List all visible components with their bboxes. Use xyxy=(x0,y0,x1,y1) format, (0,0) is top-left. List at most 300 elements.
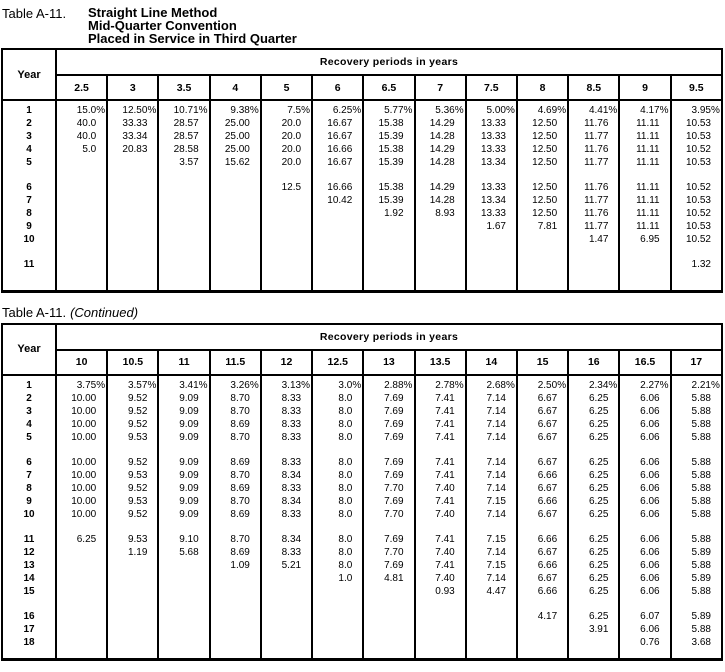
value-cell xyxy=(56,482,107,495)
value-number: 6.25 xyxy=(588,533,609,545)
value-cell xyxy=(415,117,466,130)
value-cell xyxy=(517,405,568,418)
value-number: 0.76 xyxy=(640,636,660,648)
year-cell: 5 xyxy=(2,156,56,169)
table-row xyxy=(2,375,722,392)
period-column-header: 13.5 xyxy=(415,350,466,375)
value-number: 20.0 xyxy=(281,131,302,142)
value-number: 7.14 xyxy=(486,469,506,481)
value-cell xyxy=(466,375,517,392)
value-number: 6.06 xyxy=(640,533,660,545)
value-number: 5.77 xyxy=(384,105,404,116)
year-cell: 15 xyxy=(2,585,56,598)
value-cell xyxy=(363,585,414,598)
value-cell xyxy=(363,220,414,233)
value-number: 6.06 xyxy=(640,559,660,571)
value-number: 11.77 xyxy=(584,221,609,232)
value-cell xyxy=(107,623,158,636)
value-number: 12.50 xyxy=(532,195,558,206)
percent-suffix: % xyxy=(608,105,618,116)
value-number: 4.17 xyxy=(537,610,558,622)
value-number: 7.14 xyxy=(486,572,506,584)
value-cell xyxy=(568,431,619,444)
value-cell xyxy=(415,533,466,546)
pad-row xyxy=(2,649,722,660)
value-cell xyxy=(568,610,619,623)
table-row xyxy=(2,533,722,546)
year-cell: 6 xyxy=(2,456,56,469)
spacer-row xyxy=(2,521,722,533)
value-number: 10.00 xyxy=(71,482,97,494)
value-cell xyxy=(671,623,722,636)
value-cell xyxy=(261,585,312,598)
empty-cell xyxy=(312,246,363,258)
value-number: 8.70 xyxy=(230,431,250,443)
value-cell xyxy=(158,623,209,636)
value-cell xyxy=(210,181,261,194)
value-cell xyxy=(107,194,158,207)
value-number: 14.29 xyxy=(429,144,455,155)
value-number: 9.09 xyxy=(179,405,199,417)
value-cell xyxy=(619,100,670,117)
value-cell xyxy=(363,559,414,572)
value-cell xyxy=(261,233,312,246)
percent-suffix: % xyxy=(557,379,567,391)
value-cell xyxy=(210,585,261,598)
table-label: Table A-11. xyxy=(2,304,67,320)
value-cell xyxy=(312,495,363,508)
empty-cell xyxy=(107,649,158,660)
value-number: 8.33 xyxy=(281,546,302,558)
empty-cell xyxy=(619,444,670,456)
value-cell xyxy=(210,495,261,508)
value-number: 8.33 xyxy=(281,431,302,443)
value-cell xyxy=(466,533,517,546)
value-number: 9.09 xyxy=(179,418,199,430)
value-cell xyxy=(210,258,261,271)
value-number: 11.11 xyxy=(636,118,660,129)
value-number: 6.06 xyxy=(640,546,660,558)
empty-cell xyxy=(312,649,363,660)
table-row xyxy=(2,469,722,482)
period-column-header: 14 xyxy=(466,350,517,375)
table-row xyxy=(2,258,722,271)
empty-cell xyxy=(517,444,568,456)
value-cell xyxy=(312,469,363,482)
value-cell xyxy=(619,572,670,585)
value-cell xyxy=(261,100,312,117)
value-cell xyxy=(619,508,670,521)
empty-cell xyxy=(517,271,568,291)
value-cell xyxy=(158,100,209,117)
value-cell xyxy=(363,156,414,169)
year-cell: 11 xyxy=(2,258,56,271)
value-number: 10.71 xyxy=(173,105,199,116)
value-number: 7.41 xyxy=(435,431,455,443)
spacer-row xyxy=(2,598,722,610)
value-cell xyxy=(158,233,209,246)
value-cell xyxy=(56,220,107,233)
empty-cell xyxy=(261,649,312,660)
value-number: 7.41 xyxy=(435,495,455,507)
value-number: 11.11 xyxy=(636,131,660,142)
year-cell: 3 xyxy=(2,405,56,418)
year-cell: 17 xyxy=(2,623,56,636)
value-number: 4.47 xyxy=(486,585,506,597)
year-cell: 6 xyxy=(2,181,56,194)
value-number: 8.33 xyxy=(281,456,302,468)
value-number: 6.67 xyxy=(537,508,558,520)
value-cell xyxy=(415,495,466,508)
year-cell: 3 xyxy=(2,130,56,143)
value-number: 28.57 xyxy=(173,131,199,142)
value-cell xyxy=(363,636,414,649)
value-cell xyxy=(107,572,158,585)
year-cell: 10 xyxy=(2,508,56,521)
value-number: 15.38 xyxy=(378,182,404,193)
value-cell xyxy=(56,431,107,444)
empty-cell xyxy=(671,521,722,533)
year-cell: 2 xyxy=(2,117,56,130)
value-cell xyxy=(671,546,722,559)
empty-cell xyxy=(158,649,209,660)
percent-suffix: % xyxy=(147,105,157,116)
value-cell xyxy=(671,456,722,469)
value-cell xyxy=(107,117,158,130)
value-cell xyxy=(619,495,670,508)
value-cell xyxy=(568,143,619,156)
period-column-header: 9.5 xyxy=(671,75,722,100)
value-number: 12.50 xyxy=(532,182,558,193)
value-cell xyxy=(56,117,107,130)
value-cell xyxy=(568,469,619,482)
recovery-periods-header: Recovery periods in years xyxy=(56,49,722,75)
empty-cell xyxy=(415,521,466,533)
table-row xyxy=(2,482,722,495)
value-number: 16.66 xyxy=(327,144,353,155)
value-number: 15.39 xyxy=(378,195,404,206)
value-cell xyxy=(312,392,363,405)
value-number: 8.70 xyxy=(230,495,250,507)
empty-cell xyxy=(107,246,158,258)
value-number: 6.66 xyxy=(537,495,558,507)
table-row xyxy=(2,508,722,521)
empty-cell xyxy=(466,598,517,610)
value-cell xyxy=(210,546,261,559)
value-cell xyxy=(466,100,517,117)
period-column-header: 17 xyxy=(671,350,722,375)
value-number: 8.69 xyxy=(230,546,250,558)
year-cell: 4 xyxy=(2,418,56,431)
empty-cell xyxy=(363,521,414,533)
value-cell xyxy=(363,572,414,585)
value-number: 7.69 xyxy=(384,495,404,507)
value-cell xyxy=(517,559,568,572)
value-cell xyxy=(415,392,466,405)
value-cell xyxy=(466,456,517,469)
percent-suffix: % xyxy=(454,105,464,116)
value-number: 7.14 xyxy=(486,546,506,558)
value-number: 7.69 xyxy=(384,533,404,545)
value-cell xyxy=(158,572,209,585)
value-cell xyxy=(568,405,619,418)
value-cell xyxy=(415,623,466,636)
value-cell xyxy=(261,220,312,233)
value-cell xyxy=(158,456,209,469)
value-cell xyxy=(363,375,414,392)
value-cell xyxy=(210,610,261,623)
value-number: 6.95 xyxy=(640,234,660,245)
empty-cell xyxy=(107,271,158,291)
value-number: 11.11 xyxy=(636,144,660,155)
value-number: 3.41 xyxy=(179,379,199,391)
value-number: 40.0 xyxy=(76,118,97,129)
value-cell xyxy=(466,194,517,207)
value-cell xyxy=(56,559,107,572)
value-cell xyxy=(312,572,363,585)
value-number: 10.52 xyxy=(685,208,711,219)
value-cell xyxy=(568,559,619,572)
value-cell xyxy=(619,533,670,546)
value-cell xyxy=(619,143,670,156)
period-column-header: 4 xyxy=(210,75,261,100)
empty-cell xyxy=(568,649,619,660)
value-number: 7.14 xyxy=(486,392,506,404)
value-number: 6.06 xyxy=(640,572,660,584)
value-cell xyxy=(210,392,261,405)
value-cell xyxy=(56,585,107,598)
value-number: 3.91 xyxy=(588,623,609,635)
value-number: 8.69 xyxy=(230,456,250,468)
value-number: 6.66 xyxy=(537,559,558,571)
value-cell xyxy=(517,546,568,559)
value-cell xyxy=(158,469,209,482)
value-number: 6.25 xyxy=(588,508,609,520)
value-number: 11.77 xyxy=(584,157,609,168)
value-cell xyxy=(158,181,209,194)
value-cell xyxy=(619,233,670,246)
period-column-header: 12.5 xyxy=(312,350,363,375)
value-cell xyxy=(363,392,414,405)
empty-cell xyxy=(568,271,619,291)
value-number: 7.14 xyxy=(486,508,506,520)
title-line-convention: Mid-Quarter Convention xyxy=(88,18,237,33)
value-cell xyxy=(210,418,261,431)
value-cell xyxy=(619,456,670,469)
value-cell xyxy=(107,418,158,431)
value-number: 8.0 xyxy=(338,508,353,520)
percent-suffix: % xyxy=(557,105,567,116)
value-cell xyxy=(56,130,107,143)
value-number: 10.42 xyxy=(327,195,353,206)
value-cell xyxy=(415,100,466,117)
percent-suffix: % xyxy=(711,105,720,116)
year-cell: 1 xyxy=(2,375,56,392)
value-number: 12.50 xyxy=(532,144,558,155)
value-cell xyxy=(107,392,158,405)
value-cell xyxy=(363,623,414,636)
empty-cell xyxy=(107,598,158,610)
year-cell xyxy=(2,271,56,291)
value-number: 6.06 xyxy=(640,495,660,507)
value-cell xyxy=(517,233,568,246)
year-cell: 4 xyxy=(2,143,56,156)
value-cell xyxy=(261,431,312,444)
value-number: 8.69 xyxy=(230,482,250,494)
table-row xyxy=(2,207,722,220)
value-cell xyxy=(107,533,158,546)
value-number: 8.0 xyxy=(338,482,353,494)
value-cell xyxy=(415,469,466,482)
value-cell xyxy=(466,636,517,649)
value-number: 6.25 xyxy=(588,431,609,443)
period-column-header: 9 xyxy=(619,75,670,100)
value-cell xyxy=(56,469,107,482)
value-number: 5.0 xyxy=(82,144,97,155)
value-cell xyxy=(415,194,466,207)
value-cell xyxy=(56,508,107,521)
value-cell xyxy=(210,117,261,130)
value-number: 1.09 xyxy=(230,559,250,571)
value-cell xyxy=(312,636,363,649)
value-cell xyxy=(210,636,261,649)
value-number: 5.88 xyxy=(691,431,711,443)
value-cell xyxy=(56,405,107,418)
value-cell xyxy=(619,559,670,572)
value-cell xyxy=(107,375,158,392)
empty-cell xyxy=(210,649,261,660)
empty-cell xyxy=(466,246,517,258)
value-number: 5.88 xyxy=(691,405,711,417)
empty-cell xyxy=(363,649,414,660)
value-cell xyxy=(210,220,261,233)
year-cell xyxy=(2,598,56,610)
value-number: 7.15 xyxy=(486,533,506,545)
percent-suffix: % xyxy=(608,379,618,391)
value-number: 5.88 xyxy=(691,456,711,468)
value-cell xyxy=(312,623,363,636)
value-number: 7.14 xyxy=(486,456,506,468)
value-cell xyxy=(466,482,517,495)
value-cell xyxy=(312,143,363,156)
value-cell xyxy=(261,405,312,418)
value-number: 6.67 xyxy=(537,418,558,430)
value-cell xyxy=(619,636,670,649)
empty-cell xyxy=(312,169,363,181)
value-number: 6.25 xyxy=(588,572,609,584)
value-cell xyxy=(568,585,619,598)
empty-cell xyxy=(56,649,107,660)
value-cell xyxy=(466,143,517,156)
value-cell xyxy=(619,130,670,143)
value-number: 40.0 xyxy=(76,131,97,142)
value-cell xyxy=(261,636,312,649)
value-cell xyxy=(56,194,107,207)
value-cell xyxy=(671,181,722,194)
value-cell xyxy=(56,572,107,585)
value-cell xyxy=(619,207,670,220)
percent-suffix: % xyxy=(659,379,669,391)
value-cell xyxy=(568,533,619,546)
value-cell xyxy=(158,207,209,220)
empty-cell xyxy=(210,271,261,291)
value-cell xyxy=(312,418,363,431)
value-cell xyxy=(107,233,158,246)
period-column-header: 2.5 xyxy=(56,75,107,100)
value-cell xyxy=(466,405,517,418)
value-number: 8.33 xyxy=(281,405,302,417)
period-column-header: 7 xyxy=(415,75,466,100)
value-cell xyxy=(261,456,312,469)
value-cell xyxy=(107,546,158,559)
value-cell xyxy=(466,585,517,598)
header-row-columns xyxy=(2,350,722,375)
value-number: 7.40 xyxy=(435,482,455,494)
value-cell xyxy=(312,181,363,194)
value-number: 8.70 xyxy=(230,533,250,545)
value-cell xyxy=(261,482,312,495)
period-column-header: 6.5 xyxy=(363,75,414,100)
value-number: 2.88 xyxy=(384,379,404,391)
value-cell xyxy=(56,623,107,636)
value-number: 6.25 xyxy=(588,456,609,468)
value-number: 12.50 xyxy=(532,118,558,129)
value-number: 3.13 xyxy=(281,379,302,391)
table-row xyxy=(2,130,722,143)
value-number: 8.0 xyxy=(338,418,353,430)
value-number: 8.69 xyxy=(230,508,250,520)
value-number: 9.38 xyxy=(230,105,250,116)
value-cell xyxy=(568,117,619,130)
value-number: 9.53 xyxy=(127,431,148,443)
value-number: 20.0 xyxy=(281,144,302,155)
value-number: 8.0 xyxy=(338,431,353,443)
empty-cell xyxy=(619,521,670,533)
value-number: 11.77 xyxy=(584,195,609,206)
table-row xyxy=(2,143,722,156)
value-number: 6.06 xyxy=(640,456,660,468)
period-column-header: 10.5 xyxy=(107,350,158,375)
value-number: 6.06 xyxy=(640,405,660,417)
empty-cell xyxy=(158,598,209,610)
value-cell xyxy=(415,143,466,156)
value-cell xyxy=(363,610,414,623)
percent-suffix: % xyxy=(198,379,208,391)
empty-cell xyxy=(312,271,363,291)
value-number: 5.88 xyxy=(691,585,711,597)
year-cell: 18 xyxy=(2,636,56,649)
value-cell xyxy=(466,258,517,271)
value-number: 8.0 xyxy=(338,495,353,507)
value-number: 8.34 xyxy=(281,495,302,507)
value-number: 12.50 xyxy=(532,157,558,168)
value-number: 10.00 xyxy=(71,431,97,443)
value-cell xyxy=(671,482,722,495)
value-number: 3.68 xyxy=(691,636,711,648)
value-number: 6.06 xyxy=(640,418,660,430)
value-cell xyxy=(568,456,619,469)
table-body xyxy=(2,100,722,291)
value-number: 6.25 xyxy=(588,585,609,597)
value-number: 8.33 xyxy=(281,418,302,430)
value-cell xyxy=(466,207,517,220)
value-cell xyxy=(568,623,619,636)
value-number: 11.11 xyxy=(636,157,660,168)
header-row-span xyxy=(2,324,722,350)
empty-cell xyxy=(415,169,466,181)
value-cell xyxy=(107,130,158,143)
empty-cell xyxy=(261,444,312,456)
